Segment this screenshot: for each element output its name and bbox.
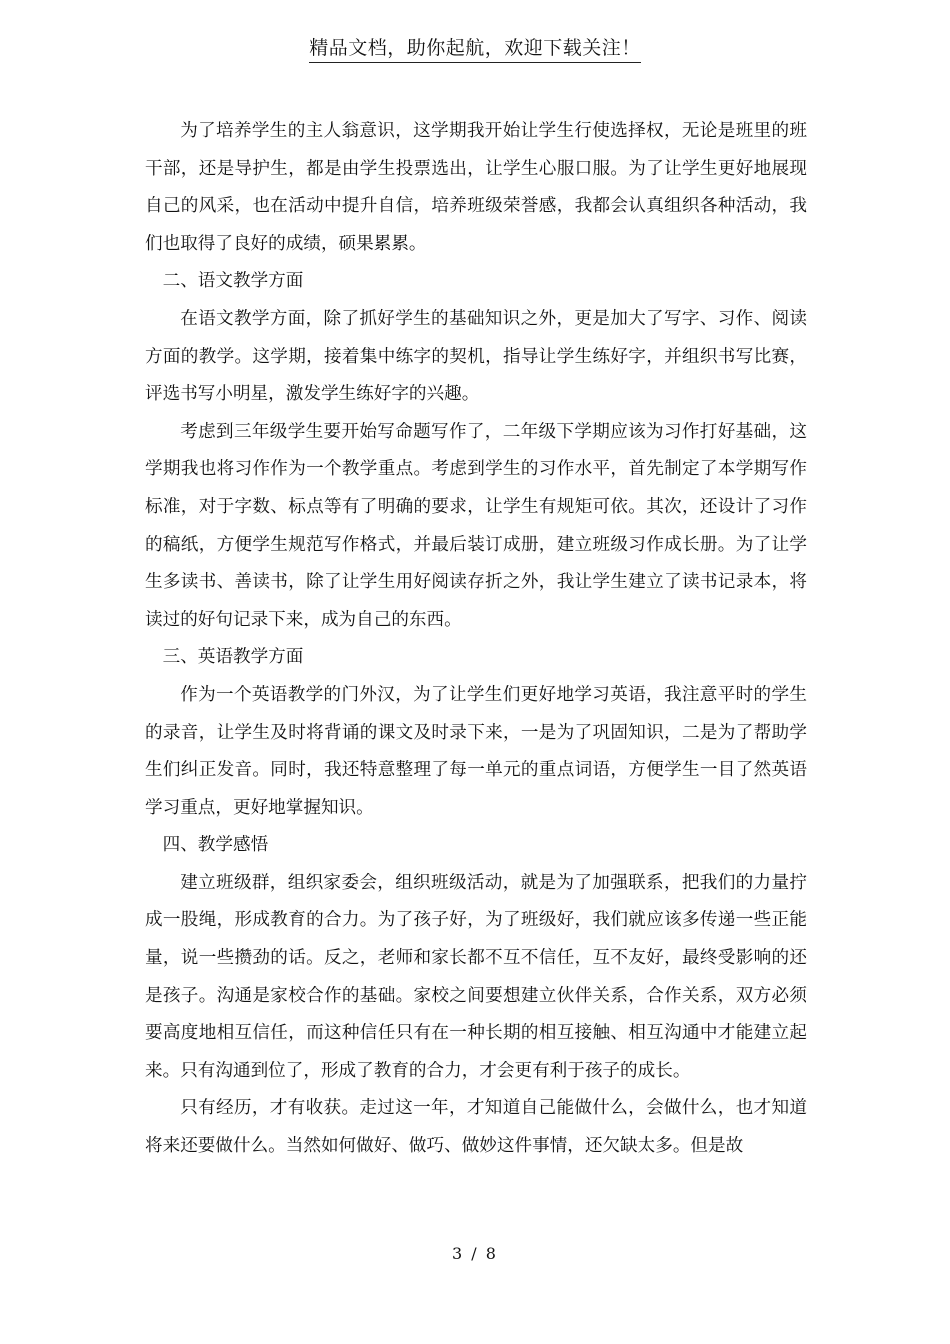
paragraph-4: 作为一个英语教学的门外汉，为了让学生们更好地学习英语，我注意平时的学生的录音，让学生及时将背诵的课文及时录下来，一是为了巩固知识，二是为了帮助学生们纠正发音。同时，我还特意整理了每一单元的重点词语，方便学生一目了然英语学习重点，更好地掌握知识。 bbox=[145, 684, 807, 818]
paragraph-6: 只有经历，才有收获。走过这一年，才知道自己能做什么，会做什么，也才知道将来还要做什么。当然如何做好、做巧、做妙这件事情，还欠缺太多。但是故 bbox=[145, 1098, 807, 1157]
page-header bbox=[0, 34, 950, 63]
paragraph-5: 建立班级群，组织家委会，组织班级活动，就是为了加强联系，把我们的力量拧成一股绳，形成教育的合力。为了孩子好，为了班级好，我们就应该多传递一些正能量，说一些攒劲的话。反之，老师和家长都不互不信任，互不友好，最终受影响的还是孩子。沟通是家校合作的基础。家校之间要想建立伙伴关系，合作关系，双方必须要高度地相互信任，而这种信任只有在一种长期的相互接触、相互沟通中才能建立起来。只有沟通到位了，形成了教育的合力，才会更有利于孩子的成长。 bbox=[145, 872, 807, 1081]
page-number: 3 / 8 bbox=[452, 1244, 498, 1263]
section-heading-chinese: 二、语文教学方面 bbox=[162, 271, 304, 292]
paragraph-3: 考虑到三年级学生要开始写命题写作了，二年级下学期应该为习作打好基础，这学期我也将习作作为一个教学重点。考虑到学生的习作水平，首先制定了本学期写作标准，对于字数、标点等有了明确的要求，让学生有规矩可依。其次，还设计了习作的稿纸，方便学生规范写作格式，并最后装订成册，建立班级习作成长册。为了让学生多读书、善读书，除了让学生用好阅读存折之外，我让学生建立了读书记录本，将读过的好句记录下来，成为自己的东西。 bbox=[145, 421, 807, 630]
header-text: 精品文档，助你起航，欢迎下载关注！ bbox=[309, 34, 641, 63]
section-heading-english: 三、英语教学方面 bbox=[162, 647, 304, 668]
paragraph-1: 为了培养学生的主人翁意识，这学期我开始让学生行使选择权，无论是班里的班干部，还是导护生，都是由学生投票选出，让学生心服口服。为了让学生更好地展现自己的风采，也在活动中提升自信，培养班级荣誉感，我都会认真组织各种活动，我们也取得了良好的成绩，硕果累累。 bbox=[145, 121, 807, 254]
section-heading-reflection: 四、教学感悟 bbox=[162, 835, 269, 856]
paragraph-2: 在语文教学方面，除了抓好学生的基础知识之外，更是加大了写字、习作、阅读方面的教学。这学期，接着集中练字的契机，指导让学生练好字，并组织书写比赛，评选书写小明星，激发学生练好字的兴趣。 bbox=[145, 308, 807, 405]
document-body bbox=[145, 113, 807, 1166]
